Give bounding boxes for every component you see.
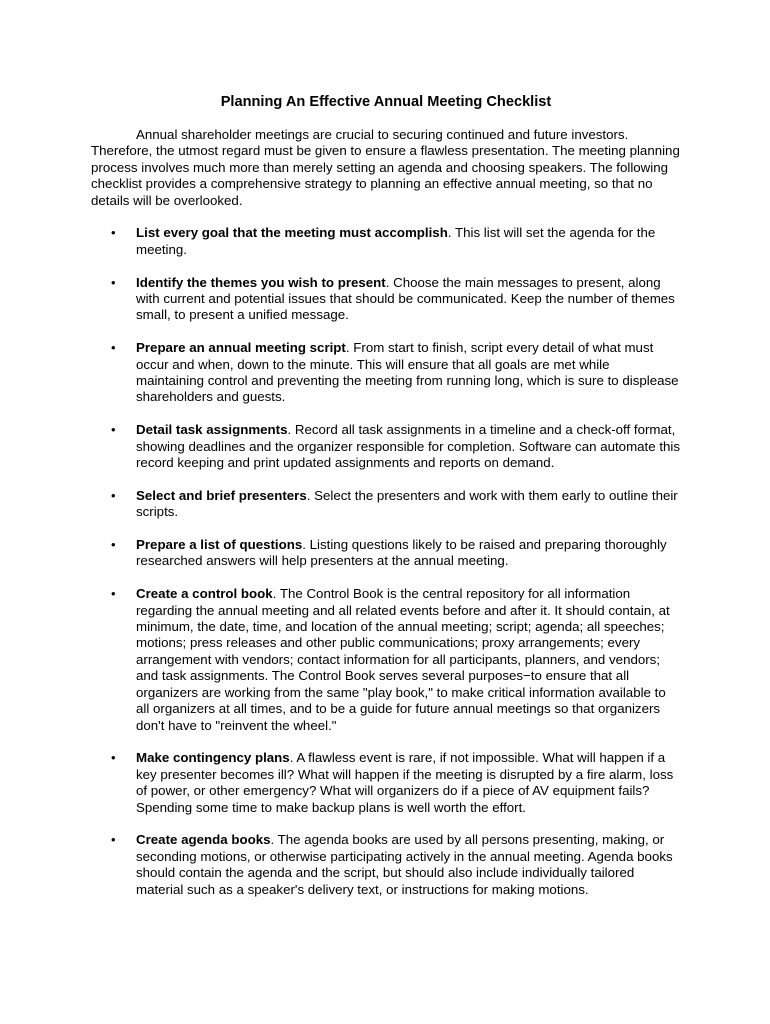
checklist-item bbox=[91, 537, 681, 570]
checklist-item bbox=[91, 275, 681, 324]
item-text: . From start to finish, script every detail of what must occur and when, down to the minute. This will ensure that all goals are met while maintaining control and preventing the meeting from running long, which is sure to displease shareholders and guests. bbox=[136, 340, 679, 405]
item-heading: Select and brief presenters bbox=[136, 487, 307, 503]
checklist-item bbox=[91, 422, 681, 471]
intro-paragraph: Annual shareholder meetings are crucial to securing continued and future investors. Therefore, the utmost regard must be given to ensure a flawless presentation. The meeting planning process involves much more than merely setting an agenda and choosing speakers. The following checklist provides a comprehensive strategy to planning an effective annual meeting, so that no details will be overlooked. bbox=[91, 127, 680, 208]
item-heading: Make contingency plans bbox=[136, 750, 290, 766]
item-text: . This list will set the agenda for the meeting. bbox=[136, 225, 656, 257]
item-heading: Create agenda books bbox=[136, 832, 271, 848]
bullet-icon: • bbox=[111, 832, 116, 848]
bullet-icon: • bbox=[111, 750, 116, 766]
checklist-item bbox=[91, 488, 681, 521]
item-heading: Create a control book bbox=[136, 586, 273, 602]
bullet-icon: • bbox=[111, 422, 116, 438]
checklist-item bbox=[91, 340, 681, 406]
item-text: . Select the presenters and work with them early to outline their scripts. bbox=[136, 487, 678, 520]
item-text: . Record all task assignments in a timeline and a check-off format, showing deadlines and the organizer responsible for completion. Software can automate this record keeping and print updated assignments and reports on demand. bbox=[136, 422, 681, 471]
bullet-icon: • bbox=[111, 537, 116, 553]
item-heading: Prepare an annual meeting script bbox=[136, 340, 346, 356]
checklist bbox=[91, 225, 681, 898]
document-page bbox=[91, 94, 681, 914]
document-title: Planning An Effective Annual Meeting Checklist bbox=[220, 94, 552, 110]
bullet-icon: • bbox=[111, 274, 116, 290]
item-heading: Prepare a list of questions bbox=[136, 537, 303, 553]
checklist-item bbox=[91, 225, 681, 258]
item-text: . The agenda books are used by all persons presenting, making, or seconding motions, or otherwise participating actively in the annual meeting. Agenda books should contain the agenda and the script, but should also include individually tailored material such as a speaker's delivery text, or instructions for making motions. bbox=[136, 832, 673, 897]
item-text: . Listing questions likely to be raised and preparing thoroughly researched answers will help presenters at the annual meeting. bbox=[136, 537, 667, 569]
checklist-item bbox=[91, 586, 681, 734]
item-text: . A flawless event is rare, if not impossible. What will happen if a key presenter becomes ill? What will happen if the meeting is disrupted by a fire alarm, loss of power, or other emergency? What will organizers do if a piece of AV equipment fails? Spending some time to make backup plans is well worth the effort. bbox=[136, 750, 674, 815]
item-heading: Detail task assignments bbox=[136, 422, 288, 438]
bullet-icon: • bbox=[111, 225, 116, 241]
checklist-item bbox=[91, 750, 681, 816]
bullet-icon: • bbox=[111, 340, 116, 356]
bullet-icon: • bbox=[111, 487, 116, 503]
item-heading: Identify the themes you wish to present bbox=[136, 274, 386, 290]
item-text: . The Control Book is the central repository for all information regarding the annual meeting and all related events before and after it. It should contain, at minimum, the date, time, and location of the annual meeting; script; agenda; all speeches; motions; press releases and other public communications; proxy arrangements; every arrangement with vendors; contact information for all participants, planners, and vendors; and task assignments. The Control Book serves several purposes−to ensure that all organizers are working from the same "play book," to make critical information available to all organizers at all times, and to be a guide for future annual meetings so that organizers don't have to "reinvent the wheel." bbox=[136, 586, 670, 733]
bullet-icon: • bbox=[111, 586, 116, 602]
item-heading: List every goal that the meeting must accomplish bbox=[136, 225, 448, 241]
checklist-item bbox=[91, 832, 681, 898]
item-text: . Choose the main messages to present, along with current and potential issues that should be communicated. Keep the number of themes small, to present a unified message. bbox=[136, 274, 675, 323]
